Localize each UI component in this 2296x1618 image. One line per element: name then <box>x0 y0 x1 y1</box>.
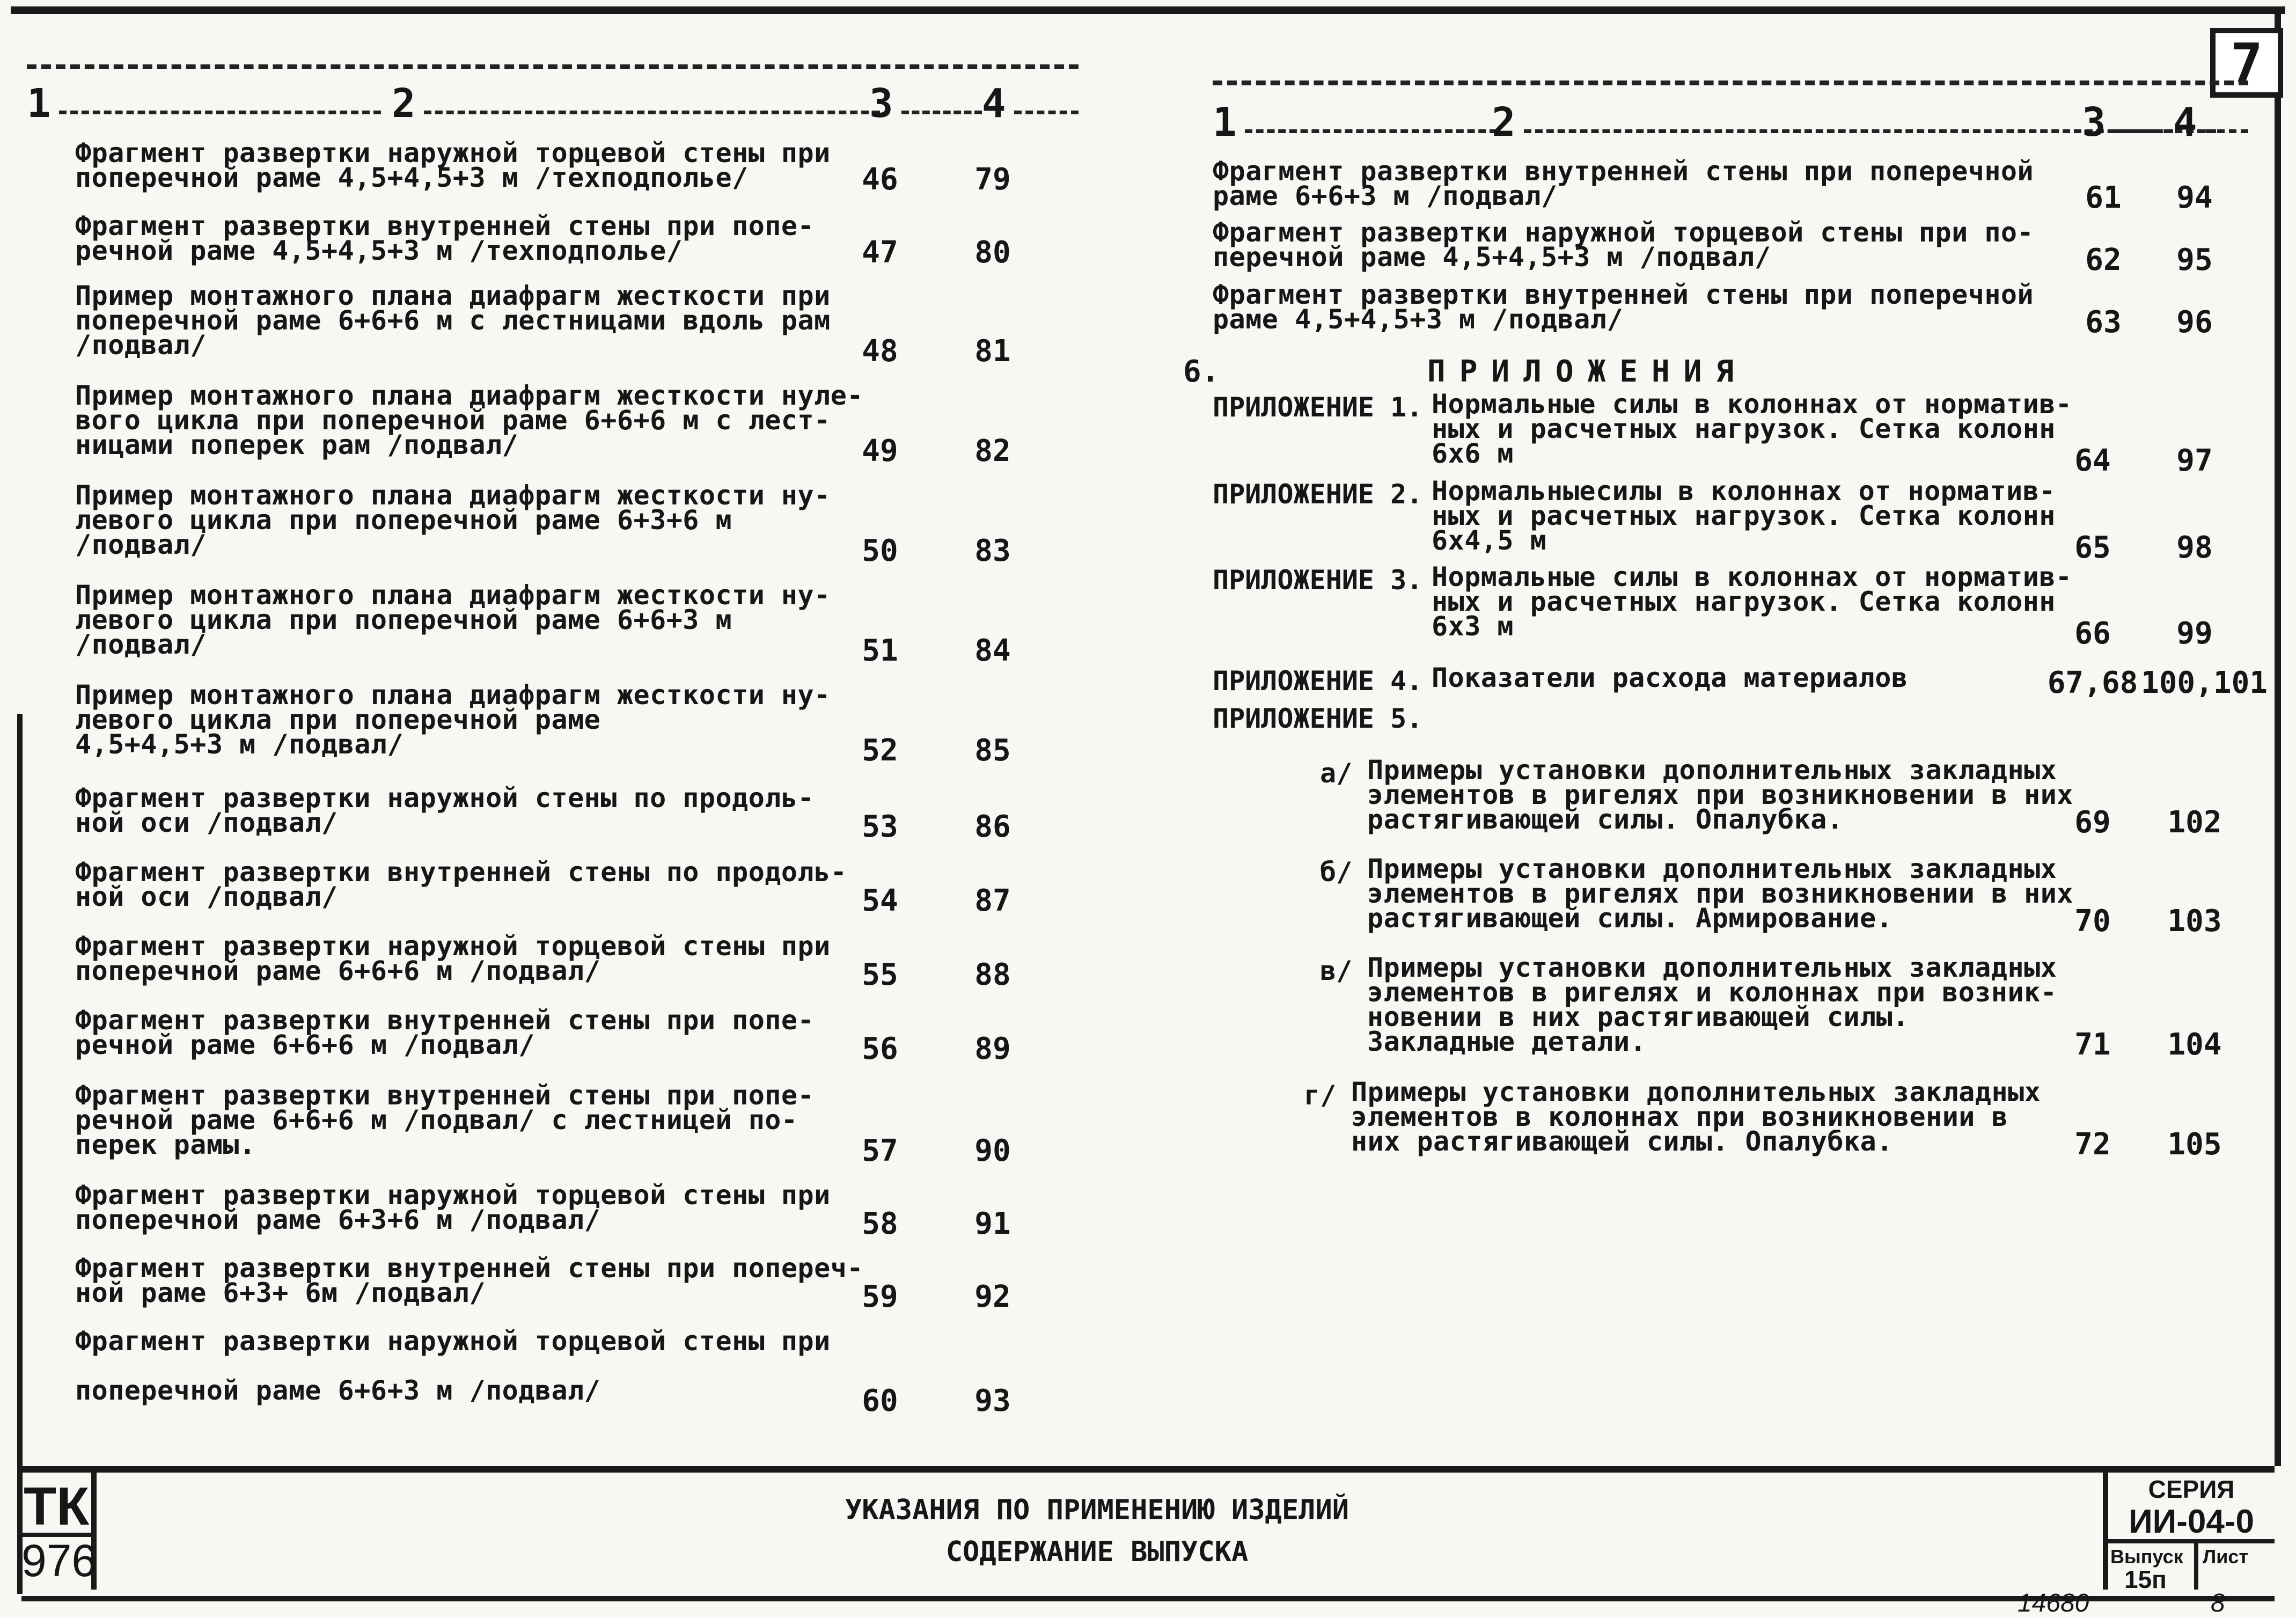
issue-value: 15п <box>2124 1565 2167 1593</box>
entry-sheet-number: 67,68 <box>2047 665 2138 700</box>
header-dash <box>1524 129 2216 133</box>
entry-title: Примеры установки дополнительных закладных элементов в ригелях при возникновении в них растягивающей силы. Армирование. <box>1367 853 2073 934</box>
sub-entry-letter: г/ <box>1304 1080 1337 1111</box>
entry-sheet-number: 59 <box>862 1279 898 1314</box>
entry-page-number: 92 <box>974 1279 1011 1314</box>
entry-title: Фрагмент развертки наружной торцевой стены при по- перечной раме 4,5+4,5+3 м /подвал/ <box>1213 217 2034 273</box>
entry-sheet-number: 56 <box>862 1031 898 1066</box>
title-block-series-cell <box>2103 1473 2275 1593</box>
entry-sheet-number: 71 <box>2074 1027 2111 1062</box>
header-dash <box>901 111 982 114</box>
entry-page-number: 104 <box>2167 1027 2222 1062</box>
left-column-header <box>27 80 1079 129</box>
frame-top-border <box>11 6 2285 14</box>
entry-sheet-number: 46 <box>862 162 898 197</box>
entry-page-number: 85 <box>974 733 1011 768</box>
series-divider <box>2108 1539 2275 1543</box>
entry-title: Примеры установки дополнительных закладных элементов в ригелях при возникновении в них растягивающей силы. Опалубка. <box>1367 755 2073 835</box>
entry-page-number: 87 <box>974 883 1011 918</box>
col2-header: 2 <box>1492 99 1516 145</box>
entry-sheet-number: 72 <box>2074 1127 2111 1162</box>
entry-page-number: 91 <box>974 1206 1011 1241</box>
entry-sheet-number: 54 <box>862 883 898 918</box>
sheet-number-tab: 7 <box>2210 28 2283 98</box>
entry-title: Фрагмент развертки наружной торцевой стены при поперечной раме 6+3+6 м /подвал/ <box>75 1180 831 1235</box>
entry-page-number: 90 <box>974 1133 1011 1168</box>
year-code: 976 <box>21 1535 97 1586</box>
col2-header: 2 <box>392 80 416 127</box>
entry-title: Фрагмент развертки внутренней стены при поперечной раме 4,5+4,5+3 м /подвал/ <box>1213 279 2034 335</box>
entry-sheet-number: 61 <box>2085 180 2122 215</box>
sub-entry-letter: а/ <box>1320 758 1353 789</box>
document-title: УКАЗАНИЯ ПО ПРИМЕНЕНИЮ ИЗДЕЛИЙ <box>845 1494 1349 1526</box>
series-label: СЕРИЯ <box>2148 1475 2235 1503</box>
entry-page-number: 86 <box>974 809 1011 844</box>
entry-title: Нормальные силы в колоннах от норматив- ных и расчетных нагрузок. Сетка колонн 6x3 м <box>1432 561 2072 642</box>
entry-sheet-number: 52 <box>862 733 898 768</box>
appendix-label: ПРИЛОЖЕНИЕ 4. <box>1213 665 1423 697</box>
right-top-rule <box>1213 80 2248 85</box>
entry-title: Пример монтажного плана диафрагм жесткости при поперечной раме 6+6+6 м с лестницами вдоль рам /подвал/ <box>75 280 831 361</box>
appendix-label: ПРИЛОЖЕНИЕ 5. <box>1213 703 1423 734</box>
col3-header: 3 <box>869 80 893 127</box>
entry-title: Фрагмент развертки наружной торцевой стены при поперечной раме 4,5+4,5+3 м /техподполье/ <box>75 137 831 193</box>
entry-title: Показатели расхода материалов <box>1432 662 1908 693</box>
entry-sheet-number: 66 <box>2074 616 2111 651</box>
entry-title: Пример монтажного плана диафрагм жесткости ну- левого цикла при поперечной раме 6+6+3 м /подвал/ <box>75 580 831 660</box>
appendix-section-number: 6. <box>1183 354 1220 389</box>
appendix-label: ПРИЛОЖЕНИЕ 2. <box>1213 479 1423 510</box>
entry-title: Пример монтажного плана диафрагм жесткости нуле- вого цикла при поперечной раме 6+6+6 м с лест- ницами поперек рам /подвал/ <box>75 380 863 460</box>
entry-title: Примеры установки дополнительных закладных элементов в ригелях и колоннах при возник- новении в них растягивающей силы. Закладные детали. <box>1367 952 2057 1057</box>
left-top-rule <box>27 64 1079 69</box>
entry-page-number: 95 <box>2176 243 2213 277</box>
entry-sheet-number: 70 <box>2074 904 2111 939</box>
entry-title: Фрагмент развертки внутренней стены при попереч- ной раме 6+3+ 6м /подвал/ <box>75 1253 863 1308</box>
entry-sheet-number: 49 <box>862 434 898 468</box>
issue-label: Выпуск <box>2110 1546 2183 1568</box>
right-column-header <box>1213 99 2248 148</box>
entry-title: Пример монтажного плана диафрагм жесткости ну- левого цикла при поперечной раме 4,5+4,5+3 м /подвал/ <box>75 679 831 760</box>
header-dash <box>424 111 880 114</box>
col4-header: 4 <box>982 80 1006 127</box>
entry-title: Фрагмент развертки наружной стены по продоль- ной оси /подвал/ <box>75 782 815 838</box>
entry-sheet-number: 58 <box>862 1206 898 1241</box>
sub-entry-letter: в/ <box>1320 955 1353 986</box>
header-dash <box>59 111 381 114</box>
entry-sheet-number: 57 <box>862 1133 898 1168</box>
entry-page-number: 96 <box>2176 305 2213 340</box>
entry-page-number: 83 <box>974 533 1011 568</box>
appendix-label: ПРИЛОЖЕНИЕ 3. <box>1213 565 1423 596</box>
sub-entry-letter: б/ <box>1320 856 1353 888</box>
entry-title: Фрагмент развертки внутренней стены при попе- речной раме 6+6+6 м /подвал/ <box>75 1005 815 1060</box>
entry-page-number: 100,101 <box>2141 665 2268 700</box>
entry-page-number: 89 <box>974 1031 1011 1066</box>
entry-page-number: 94 <box>2176 180 2213 215</box>
entry-title: Примеры установки дополнительных закладных элементов в колоннах при возникновении в них растягивающей силы. Опалубка. <box>1351 1077 2041 1157</box>
appendix-label: ПРИЛОЖЕНИЕ 1. <box>1213 392 1423 423</box>
entry-title: Фрагмент развертки внутренней стены по продоль- ной оси /подвал/ <box>75 856 847 912</box>
entry-page-number: 103 <box>2167 904 2222 939</box>
entry-sheet-number: 53 <box>862 809 898 844</box>
entry-page-number: 82 <box>974 434 1011 468</box>
frame-left-border <box>17 714 23 1594</box>
series-value: ИИ-04-0 <box>2129 1503 2254 1540</box>
header-dash <box>2114 129 2173 133</box>
entry-sheet-number: 60 <box>862 1383 898 1418</box>
header-dash <box>2205 129 2248 133</box>
col4-header: 4 <box>2173 99 2197 145</box>
entry-page-number: 81 <box>974 334 1011 369</box>
header-dash <box>1245 129 1497 133</box>
col1-header: 1 <box>27 80 51 127</box>
title-block-org-cell <box>21 1473 97 1590</box>
entry-sheet-number: 47 <box>862 235 898 270</box>
entry-page-number: 93 <box>974 1383 1011 1418</box>
entry-title: Пример монтажного плана диафрагм жесткости ну- левого цикла при поперечной раме 6+3+6 м /подвал/ <box>75 480 831 560</box>
col1-header: 1 <box>1213 99 1237 145</box>
entry-title: Фрагмент развертки внутренней стены при попе- речной раме 6+6+6 м /подвал/ с лестницей по- перек рамы. <box>75 1080 815 1160</box>
org-code: ТК <box>24 1476 90 1536</box>
entry-page-number: 84 <box>974 633 1011 668</box>
entry-page-number: 98 <box>2176 530 2213 565</box>
entry-page-number: 102 <box>2167 805 2222 840</box>
entry-title: Нормальныесилы в колоннах от норматив- ных и расчетных нагрузок. Сетка колонн 6x4,5 м <box>1432 475 2056 556</box>
entry-page-number: 105 <box>2167 1127 2222 1162</box>
inventory-number: 14680 <box>2018 1589 2089 1617</box>
page-number: 8 <box>2211 1589 2225 1617</box>
entry-sheet-number: 69 <box>2074 805 2111 840</box>
document-subtitle: СОДЕРЖАНИЕ ВЫПУСКА <box>945 1536 1249 1568</box>
entry-sheet-number: 50 <box>862 533 898 568</box>
entry-title: Фрагмент развертки наружной торцевой стены при поперечной раме 6+6+3 м /подвал/ <box>75 1326 831 1406</box>
title-block <box>21 1466 2275 1601</box>
sheet-label: Лист <box>2203 1546 2249 1568</box>
entry-sheet-number: 62 <box>2085 243 2122 277</box>
entry-title: Фрагмент развертки внутренней стены при поперечной раме 6+6+3 м /подвал/ <box>1213 156 2034 211</box>
header-dash <box>1014 111 1079 114</box>
issue-sheet-divider <box>2194 1539 2198 1590</box>
appendix-section-heading: ПРИЛОЖЕНИЯ <box>1427 354 1748 389</box>
entry-sheet-number: 48 <box>862 334 898 369</box>
entry-page-number: 99 <box>2176 616 2213 651</box>
entry-sheet-number: 65 <box>2074 530 2111 565</box>
entry-sheet-number: 55 <box>862 957 898 992</box>
entry-title: Нормальные силы в колоннах от норматив- ных и расчетных нагрузок. Сетка колонн 6x6 м <box>1432 389 2072 469</box>
frame-right-border <box>2275 6 2281 1466</box>
entry-page-number: 97 <box>2176 443 2213 478</box>
entry-title: Фрагмент развертки наружной торцевой стены при поперечной раме 6+6+6 м /подвал/ <box>75 931 831 986</box>
entry-page-number: 79 <box>974 162 1011 197</box>
entry-page-number: 80 <box>974 235 1011 270</box>
entry-page-number: 88 <box>974 957 1011 992</box>
col3-header: 3 <box>2082 99 2106 145</box>
entry-sheet-number: 51 <box>862 633 898 668</box>
entry-sheet-number: 63 <box>2085 305 2122 340</box>
entry-title: Фрагмент развертки внутренней стены при попе- речной раме 4,5+4,5+3 м /техподполье/ <box>75 210 815 266</box>
entry-sheet-number: 64 <box>2074 443 2111 478</box>
